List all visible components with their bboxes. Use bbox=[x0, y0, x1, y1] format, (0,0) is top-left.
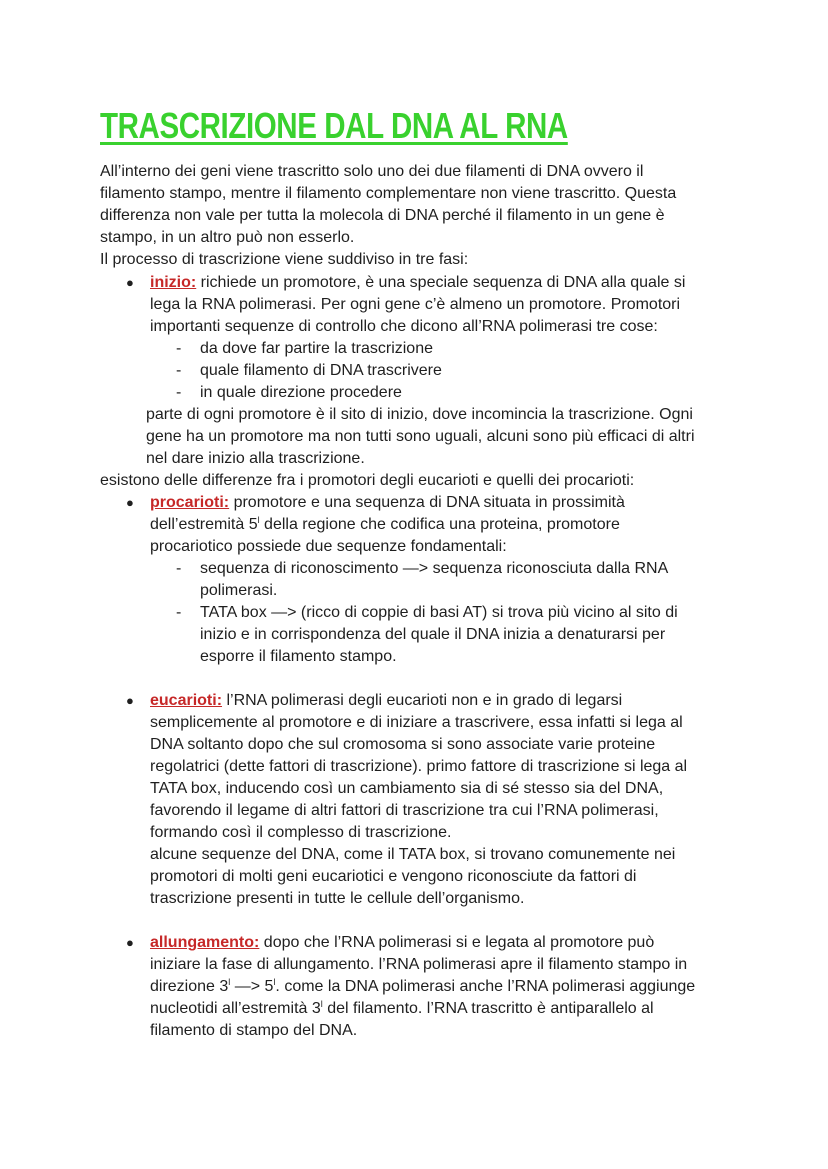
intro-line: All’interno dei geni viene trascritto solo uno dei due filamenti di DNA ovvero il bbox=[100, 163, 644, 180]
procarioti-subitem: esporre il filamento stampo. bbox=[200, 648, 397, 665]
procarioti-line bbox=[150, 514, 620, 536]
differences-line: esistono delle differenze fra i promotori degli eucarioti e quelli dei procarioti: bbox=[100, 472, 635, 489]
eucarioti-first-text: l’RNA polimerasi degli eucarioti non e in grado di legarsi bbox=[222, 692, 623, 709]
intro-line: filamento stampo, mentre il filamento complementare non viene trascritto. Questa bbox=[100, 185, 677, 202]
superscript: l bbox=[320, 999, 323, 1009]
page-title: TRASCRIZIONE DAL DNA AL RNA bbox=[100, 105, 568, 146]
allungamento-line3-a: direzione 3 bbox=[150, 978, 229, 995]
procarioti-subitem: TATA box —> (ricco di coppie di basi AT) si trova più vicino al sito di bbox=[200, 604, 678, 621]
procarioti-keyword: procarioti: bbox=[150, 494, 230, 511]
eucarioti-line: promotori di molti geni eucariotici e vengono riconosciute da fattori di bbox=[150, 868, 637, 885]
procarioti-line: procariotico possiede due sequenze fondamentali: bbox=[150, 538, 507, 555]
superscript: l bbox=[273, 977, 276, 987]
inizio-line: importanti sequenze di controllo che dicono all’RNA polimerasi tre cose: bbox=[150, 318, 658, 335]
inizio-after-line: parte di ogni promotore è il sito di inizio, dove incomincia la trascrizione. Ogni bbox=[146, 406, 693, 423]
allungamento-line4-b: del filamento. l’RNA trascritto è antiparallelo al bbox=[322, 1000, 654, 1017]
procarioti-line bbox=[150, 492, 625, 514]
eucarioti-line bbox=[150, 690, 622, 712]
bullet-icon: ● bbox=[126, 495, 134, 510]
superscript: l bbox=[228, 977, 231, 987]
inizio-line: lega la RNA polimerasi. Per ogni gene c’è almeno un promotore. Promotori bbox=[150, 296, 681, 313]
intro-line: Il processo di trascrizione viene suddiviso in tre fasi: bbox=[100, 251, 469, 268]
eucarioti-line: alcune sequenze del DNA, come il TATA box, si trovano comunemente nei bbox=[150, 846, 676, 863]
eucarioti-keyword: eucarioti: bbox=[150, 692, 223, 709]
allungamento-line bbox=[150, 998, 654, 1020]
inizio-after-line: gene ha un promotore ma non tutti sono uguali, alcuni sono più efficaci di altri bbox=[146, 428, 695, 445]
dash-icon: - bbox=[176, 560, 182, 577]
eucarioti-line: semplicemente al promotore e di iniziare a trascrivere, essa infatti si lega al bbox=[150, 714, 683, 731]
intro-line: stampo, in un altro può non esserlo. bbox=[100, 229, 355, 246]
dash-icon: - bbox=[176, 340, 182, 357]
superscript: l bbox=[257, 515, 260, 525]
inizio-after-line: nel dare inizio alla trascrizione. bbox=[146, 450, 365, 467]
eucarioti-line: favorendo il legame di altri fattori di trascrizione tra cui l’RNA polimerasi, bbox=[150, 802, 659, 819]
dash-icon: - bbox=[176, 384, 182, 401]
bullet-icon: ● bbox=[126, 935, 134, 950]
eucarioti-line: trascrizione presenti in tutte le cellule dell’organismo. bbox=[150, 890, 525, 907]
inizio-keyword: inizio: bbox=[150, 274, 197, 291]
eucarioti-line: DNA soltanto dopo che sul cromosoma si sono associate varie proteine bbox=[150, 736, 656, 753]
procarioti-first-text: promotore e una sequenza di DNA situata in prossimità bbox=[229, 494, 625, 511]
bullet-icon: ● bbox=[126, 275, 134, 290]
eucarioti-line: TATA box, inducendo così un cambiamento sia di sé stesso sia del DNA, bbox=[150, 780, 664, 797]
procarioti-subitem: polimerasi. bbox=[200, 582, 278, 599]
bullet-icon: ● bbox=[126, 693, 134, 708]
allungamento-line3-b: —> 5 bbox=[230, 978, 274, 995]
dash-icon: - bbox=[176, 604, 182, 621]
allungamento-line3-c: . come la DNA polimerasi anche l’RNA polimerasi aggiunge bbox=[275, 978, 696, 995]
procarioti-subitem: sequenza di riconoscimento —> sequenza riconosciuta dalla RNA bbox=[200, 560, 669, 577]
intro-line: differenza non vale per tutta la molecola di DNA perché il filamento in un gene è bbox=[100, 207, 665, 224]
allungamento-line bbox=[150, 976, 695, 998]
inizio-first-text: richiede un promotore, è una speciale sequenza di DNA alla quale si bbox=[196, 274, 686, 291]
procarioti-line2-a: dell’estremità 5 bbox=[150, 516, 258, 533]
allungamento-line: iniziare la fase di allungamento. l’RNA polimerasi apre il filamento stampo in bbox=[150, 956, 688, 973]
allungamento-line4-a: nucleotidi all’estremità 3 bbox=[150, 1000, 321, 1017]
dash-icon: - bbox=[176, 362, 182, 379]
allungamento-line: filamento di stampo del DNA. bbox=[150, 1022, 358, 1039]
procarioti-subitem: inizio e in corrispondenza del quale il DNA inizia a denaturarsi per bbox=[200, 626, 666, 643]
procarioti-line2-b: della regione che codifica una proteina, promotore bbox=[259, 516, 620, 533]
inizio-subitem: da dove far partire la trascrizione bbox=[200, 340, 433, 357]
allungamento-first-text: dopo che l’RNA polimerasi si e legata al promotore può bbox=[259, 934, 655, 951]
eucarioti-line: regolatrici (dette fattori di trascrizione). primo fattore di trascrizione si lega al bbox=[150, 758, 688, 775]
allungamento-keyword: allungamento: bbox=[150, 934, 260, 951]
inizio-line bbox=[150, 272, 685, 294]
eucarioti-line: formando così il complesso di trascrizione. bbox=[150, 824, 452, 841]
inizio-subitem: in quale direzione procedere bbox=[200, 384, 402, 401]
inizio-subitem: quale filamento di DNA trascrivere bbox=[200, 362, 442, 379]
allungamento-line bbox=[150, 932, 654, 954]
